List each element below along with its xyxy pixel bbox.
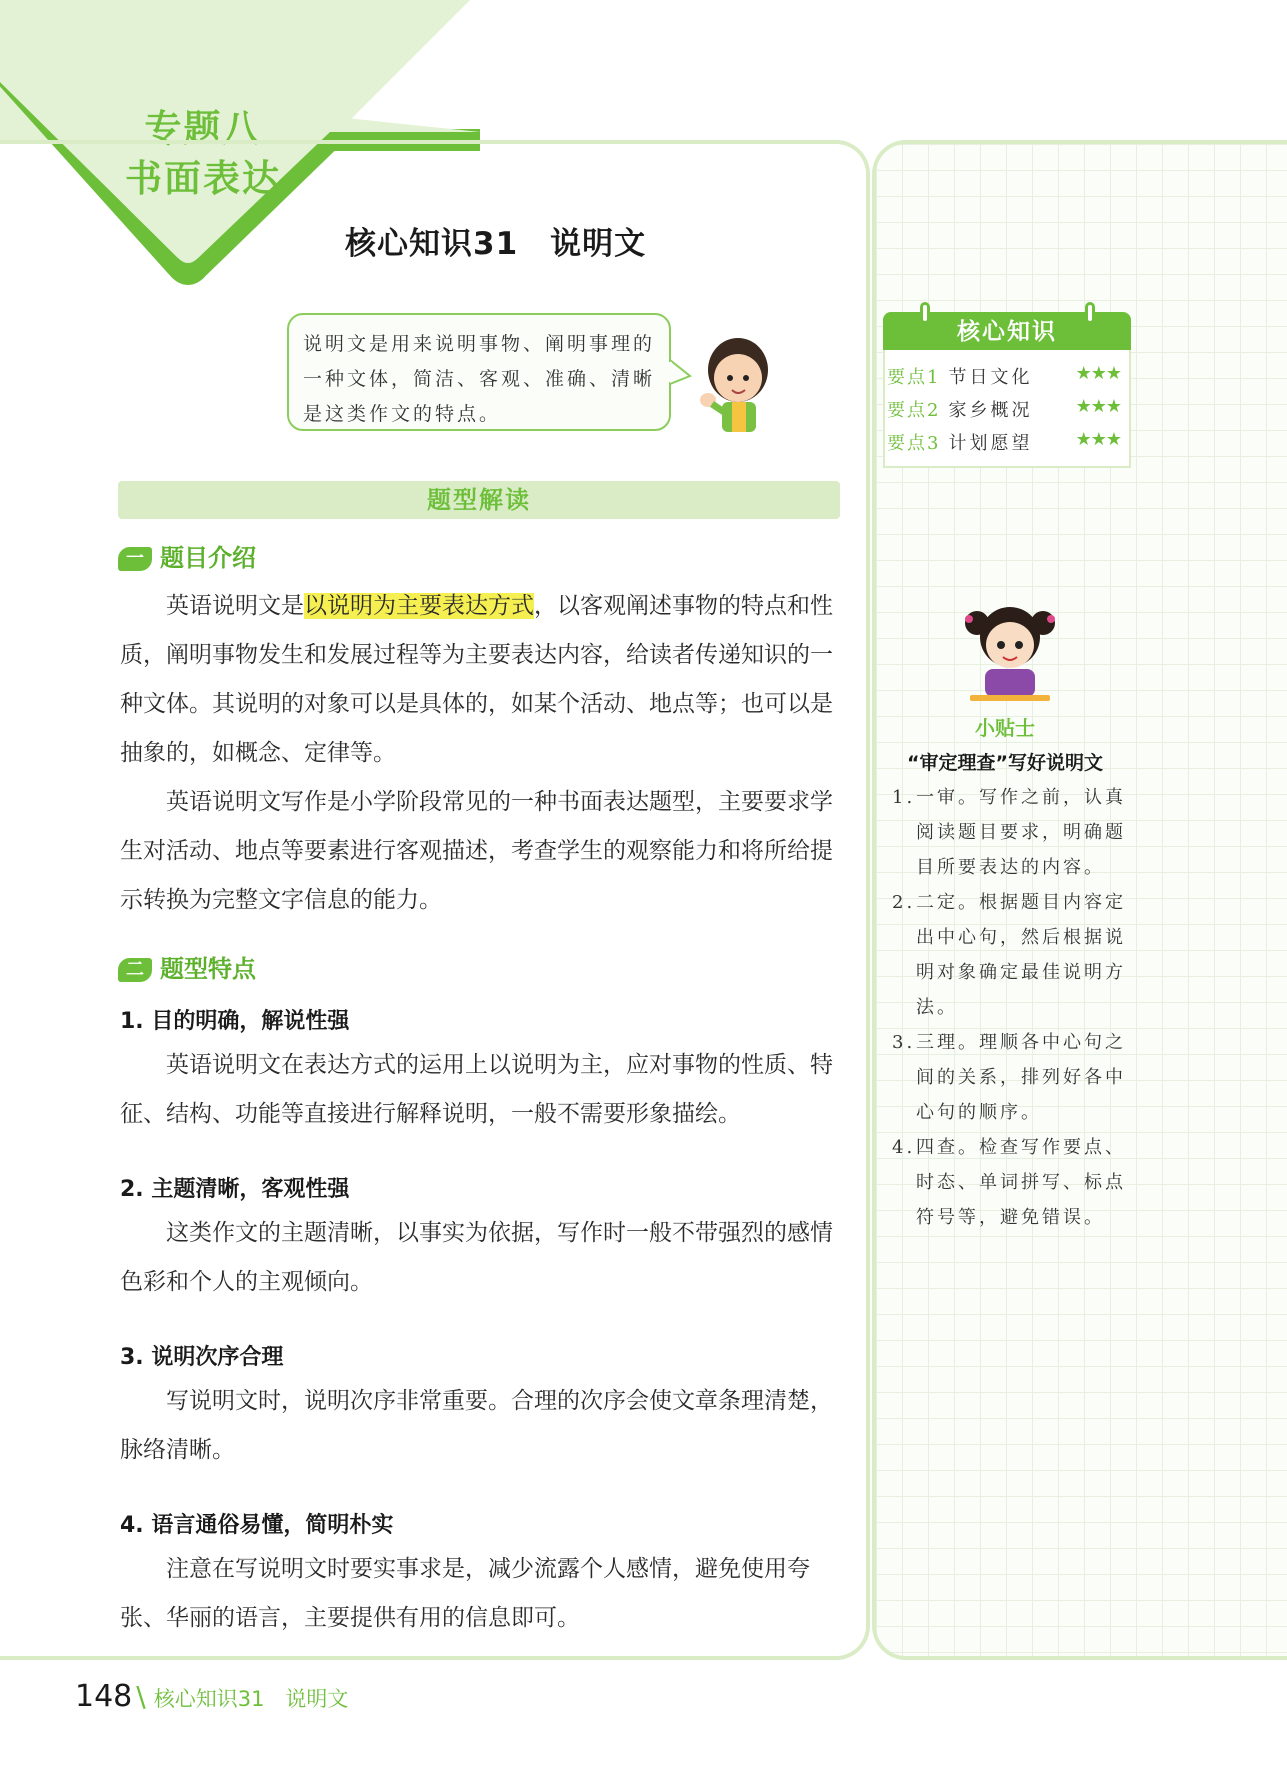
- point-text: 家乡概况: [948, 400, 1033, 421]
- core-knowledge-header: 核心知识: [883, 312, 1131, 350]
- section-title: 题型特点: [160, 955, 256, 983]
- para-text: 写说明文时，说明次序非常重要。合理的次序会使文章条理清楚，脉络清晰。: [120, 1388, 833, 1463]
- tip-item-1: [892, 780, 1132, 885]
- page-title-name: 说明文: [550, 226, 647, 262]
- boy-cartoon-icon: [690, 330, 780, 440]
- core-point-row: [887, 363, 1127, 395]
- para-text-after: ，以客观阐述事物的特点和性质，阐明事物发生和发展过程等为主要表达内容，给读者传递知识的一种文体。其说明的对象可以是具体的，如某个活动、地点等；也可以是抽象的，如概念、定律等。: [120, 593, 833, 766]
- core-point-row: [887, 396, 1127, 428]
- section-title: 题目介绍: [160, 544, 256, 572]
- point-key: 要点1: [887, 367, 941, 388]
- intro-bubble-text: 说明文是用来说明事物、阐明事理的一种文体，简洁、客观、准确、清晰是这类作文的特点。: [303, 333, 656, 425]
- tips-title: 小贴士: [975, 716, 1035, 740]
- feature-text-2: [120, 1209, 850, 1307]
- section-bar-title: 题型解读: [118, 481, 840, 519]
- footer-separator-icon: \: [136, 1680, 146, 1713]
- girl-cartoon-icon: [955, 595, 1065, 705]
- ring-binder-icon: [920, 302, 930, 324]
- tip-text: 二定。根据题目内容定出中心句，然后根据说明对象确定最佳说明方法。: [916, 892, 1126, 1018]
- core-point-row: [887, 429, 1127, 461]
- star-rating-icon: ★★★: [1075, 396, 1121, 417]
- tip-text: 三理。理顺各中心句之间的关系，排列好各中心句的顺序。: [916, 1032, 1126, 1123]
- tip-number: 3.: [892, 1032, 916, 1053]
- section-heading-features: [118, 953, 256, 985]
- tip-text: 四查。检查写作要点、时态、单词拼写、标点符号等，避免错误。: [916, 1137, 1126, 1228]
- para-text: 英语说明文在表达方式的运用上以说明为主，应对事物的性质、特征、结构、功能等直接进行解释说明，一般不需要形象描绘。: [120, 1052, 833, 1127]
- page-footer: [75, 1677, 348, 1717]
- page-title-prefix: 核心知识31: [345, 226, 519, 262]
- tip-number: 4.: [892, 1137, 916, 1158]
- star-rating-icon: ★★★: [1075, 363, 1121, 384]
- tip-item-3: [892, 1025, 1132, 1130]
- point-text: 计划愿望: [948, 433, 1033, 454]
- feature-text-1: [120, 1041, 850, 1139]
- tip-number: 1.: [892, 787, 916, 808]
- para-text: 这类作文的主题清晰，以事实为依据，写作时一般不带强烈的感情色彩和个人的主观倾向。: [120, 1220, 833, 1295]
- chapter-number: 专题八: [144, 107, 262, 150]
- feature-heading-2: 2. 主题清晰，客观性强: [120, 1177, 350, 1202]
- page-number: 148: [75, 1679, 133, 1714]
- para-text: 英语说明文写作是小学阶段常见的一种书面表达题型，主要要求学生对活动、地点等要素进行客观描述，考查学生的观察能力和将所给提示转换为完整文字信息的能力。: [120, 789, 833, 913]
- tip-number: 2.: [892, 892, 916, 913]
- tips-subtitle: “审定理查”写好说明文: [907, 752, 1103, 774]
- highlighted-text: 以说明为主要表达方式: [304, 593, 534, 619]
- para-text-before: 英语说明文是: [166, 593, 304, 619]
- section-heading-intro: [118, 542, 256, 574]
- point-key: 要点3: [887, 433, 941, 454]
- para-text: 注意在写说明文时要实事求是，减少流露个人感情，避免使用夸张、华丽的语言，主要提供有用的信息即可。: [120, 1556, 810, 1631]
- tip-text: 一审。写作之前，认真阅读题目要求，明确题目所要表达的内容。: [916, 787, 1126, 878]
- tip-item-2: [892, 885, 1132, 1025]
- feature-heading-4: 4. 语言通俗易懂，简明朴实: [120, 1513, 394, 1538]
- ring-binder-icon: [1085, 302, 1095, 324]
- page-title: [345, 218, 646, 263]
- intro-paragraph-2: [120, 778, 850, 925]
- feature-heading-1: 1. 目的明确，解说性强: [120, 1009, 350, 1034]
- point-key: 要点2: [887, 400, 941, 421]
- footer-title: 核心知识31 说明文: [153, 1687, 349, 1711]
- section-number-badge: 二: [118, 958, 152, 982]
- feature-heading-3: 3. 说明次序合理: [120, 1345, 284, 1370]
- section-number-badge: 一: [118, 547, 152, 571]
- feature-text-3: [120, 1377, 850, 1475]
- star-rating-icon: ★★★: [1075, 429, 1121, 450]
- tip-item-4: [892, 1130, 1132, 1235]
- chapter-title: 书面表达: [125, 157, 281, 200]
- feature-text-4: [120, 1545, 850, 1643]
- intro-paragraph-1: [120, 582, 850, 778]
- point-text: 节日文化: [948, 367, 1033, 388]
- intro-speech-bubble: [287, 313, 671, 431]
